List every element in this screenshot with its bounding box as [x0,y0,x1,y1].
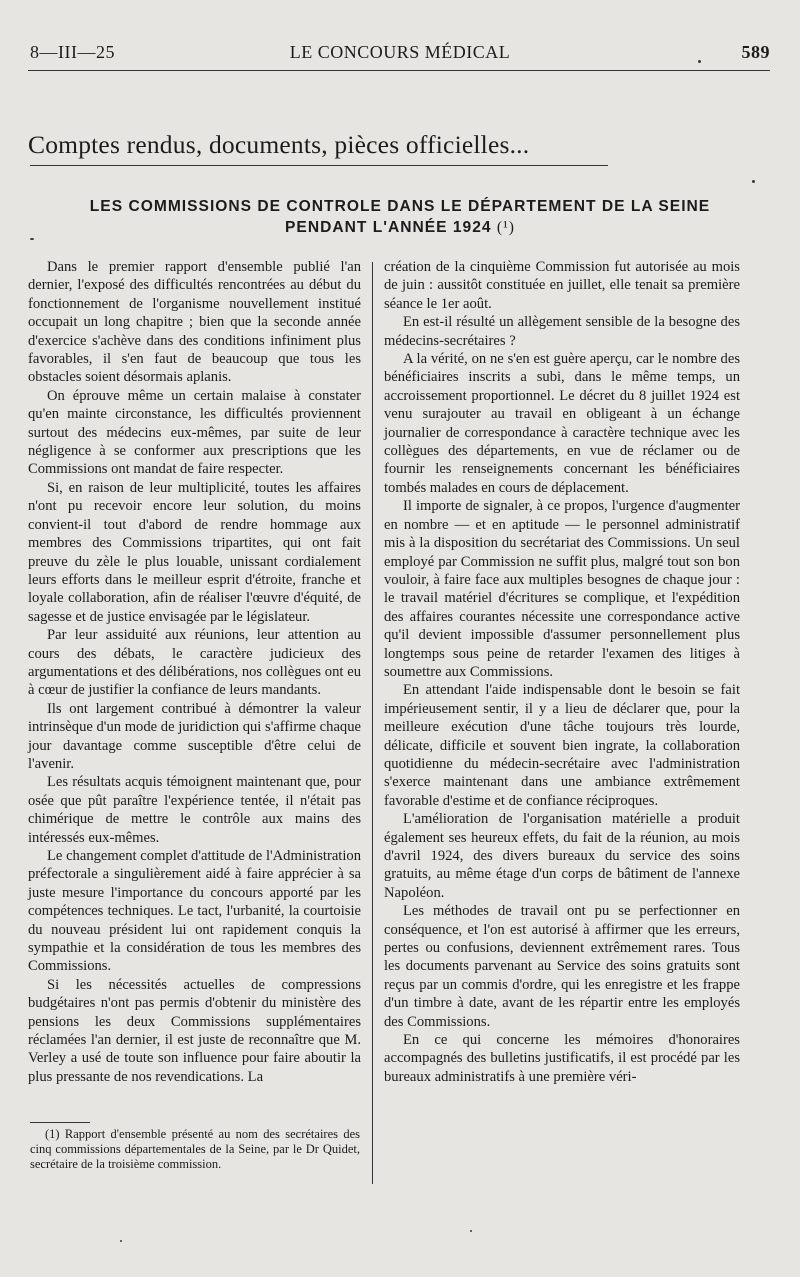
print-speck [30,238,34,240]
footnote-ref: (¹) [496,219,515,236]
article-title-line-2 [30,217,770,238]
paragraph: Il importe de signaler, à ce propos, l'urgence d'augmenter en nombre — et en aptitude — le personnel administratif mis à la disposition du secrétariat des Commissions. Un seul employé par Commission ne suffit plus, malgré tout son bon vouloir, à faire face aux multiples besognes de chaque jour : le travail matériel d'écritures se complique, et l'expédition des affaires courantes nécessite une correspondance active qu'il devient impossible d'assumer personnellement plus longtemps sous peine de retarder l'examen des litiges à soumettre aux Commissions. [384,498,740,680]
paragraph: Les méthodes de travail ont pu se perfectionner en conséquence, et l'on est autorisé à affirmer que les erreurs, pertes ou confusions, deviennent extrêmement rares. Tous les documents parvenant au Service des soins gratuits sont reçus par un commis d'ordre, qui les enregistre et les frappe d'un timbre à date, avant de les répartir entre les employés des Commissions. [384,903,740,1030]
paragraph: En est-il résulté un allègement sensible de la besogne des médecins-secrétaires ? [384,314,740,349]
print-speck [752,180,755,183]
paragraph: Par leur assiduité aux réunions, leur attention au cours des débats, le caractère judicieux des argumentations et des délibérations, nos collègues ont eu à cœur de justifier la confiance de leurs mandants. [28,627,361,699]
column-divider [372,262,373,1184]
right-column [384,258,740,1086]
article-title-line-2-text: PENDANT L'ANNÉE 1924 [285,219,492,236]
paragraph: A la vérité, on ne s'en est guère aperçu, car le nombre des bénéficiaires inscrits a subi, dans le même temps, un accroissement proportionnel. Le décret du 8 juillet 1924 est venu surajouter au travail en obligeant à un échange journalier de correspondance à caractère technique avec les collègues des départements, en vue de réclamer ou de fournir les renseignements concernant les bénéficiaires tombés malades en cours de déplacement. [384,351,740,496]
running-header [30,38,770,68]
paragraph: Si, en raison de leur multiplicité, toutes les affaires n'ont pu recevoir encore leur solution, du moins convient-il tout d'abord de rendre hommage aux membres des Commissions tripartites, qui ont fait preuve du zèle le plus louable, unissant cordialement leurs efforts dans le meilleur esprit d'étroite, franche et loyale collaboration, afin de réaliser l'œuvre d'équité, de sagesse et de justice envisagée par le législateur. [28,479,361,625]
footnote-text: (1) Rapport d'ensemble présenté au nom des secrétaires des cinq commissions départementales de la Seine, par le Dr Quidet, secrétaire de la troisième commission. [30,1127,360,1172]
print-speck [120,1240,122,1242]
paragraph: En attendant l'aide indispensable dont le besoin se fait impérieusement sentir, il y a lieu de déclarer que, pour la meilleure exécution d'une tâche toujours très lourde, délicate, difficile et souvent bien ingrate, la collaboration quotidienne du médecin-secrétaire avec l'administration s'exerce maintenant dans une ambiance extrêmement favorable d'estime et de confiance réciproques. [384,682,740,809]
header-rule [28,70,770,71]
journal-title: LE CONCOURS MÉDICAL [289,42,511,62]
print-speck [698,60,701,63]
paragraph: En ce qui concerne les mémoires d'honoraires accompagnés des bulletins justificatifs, il est procédé par les bureaux administratifs à une première véri- [384,1032,740,1085]
paragraph: Si les nécessités actuelles de compressions budgétaires n'ont pas permis d'obtenir du ministère des pensions les deux Commissions supplémentaires réclamées l'an dernier, il est juste de reconnaître que M. Verley a usé de toute son influence pour faire aboutir la plus pressante de nos revendications. La [28,976,361,1085]
paragraph: Le changement complet d'attitude de l'Administration préfectorale a singulièrement aidé à faire apprécier à sa juste mesure l'importance du concours apporté par les compétences techniques. Le tact, l'urbanité, la courtoisie du nouveau président lui ont rapidement conquis la sympathie et la considération de tous les membres des Commissions. [28,848,361,975]
paragraph: Dans le premier rapport d'ensemble publié l'an dernier, l'exposé des difficultés rencontrées au début du fonctionnement de l'organisme nouvellement institué occupait un long chapitre ; bien que la seconde année d'exercice s'achève dans des conditions infiniment plus favorables, il s'en faut de beaucoup que tous les obstacles soient désormais aplanis. [28,259,361,386]
section-rule [30,165,608,166]
paragraph: L'amélioration de l'organisation matérielle a produit également ses heureux effets, du fait de la réunion, au mois d'avril 1924, des divers bureaux du service des soins gratuits, au même étage d'un corps de bâtiment de l'annexe Napoléon. [384,811,740,901]
footnote-rule [30,1122,90,1123]
article-title-line-1: LES COMMISSIONS DE CONTROLE DANS LE DÉPARTEMENT DE LA SEINE [89,198,711,215]
page-number: 589 [741,42,770,62]
print-speck [470,1230,472,1232]
issue-date: 8—III—25 [30,42,115,62]
left-column [28,258,361,1086]
footnote [30,1127,360,1173]
article-title [30,196,770,238]
section-title: Comptes rendus, documents, pièces officielles... [28,130,530,159]
paragraph: On éprouve même un certain malaise à constater qu'en mainte circonstance, les difficultés proviennent surtout des médecins eux-mêmes, par suite de leur négligence à se conformer aux prescriptions que les Commissions ont mandat de faire respecter. [28,387,361,478]
paragraph: création de la cinquième Commission fut autorisée au mois de juin : aussitôt constituée en juillet, elle tenait sa première séance le 1er août. [384,259,740,312]
paragraph: Ils ont largement contribué à démontrer la valeur intrinsèque d'un mode de juridiction qui s'affirme chaque jour davantage comme susceptible d'être celui de l'avenir. [28,700,361,772]
paragraph: Les résultats acquis témoignent maintenant que, pour osée que pût paraître l'expérience tentée, il n'était pas chimérique de mettre le contrôle aux mains des intéressés eux-mêmes. [28,774,361,846]
